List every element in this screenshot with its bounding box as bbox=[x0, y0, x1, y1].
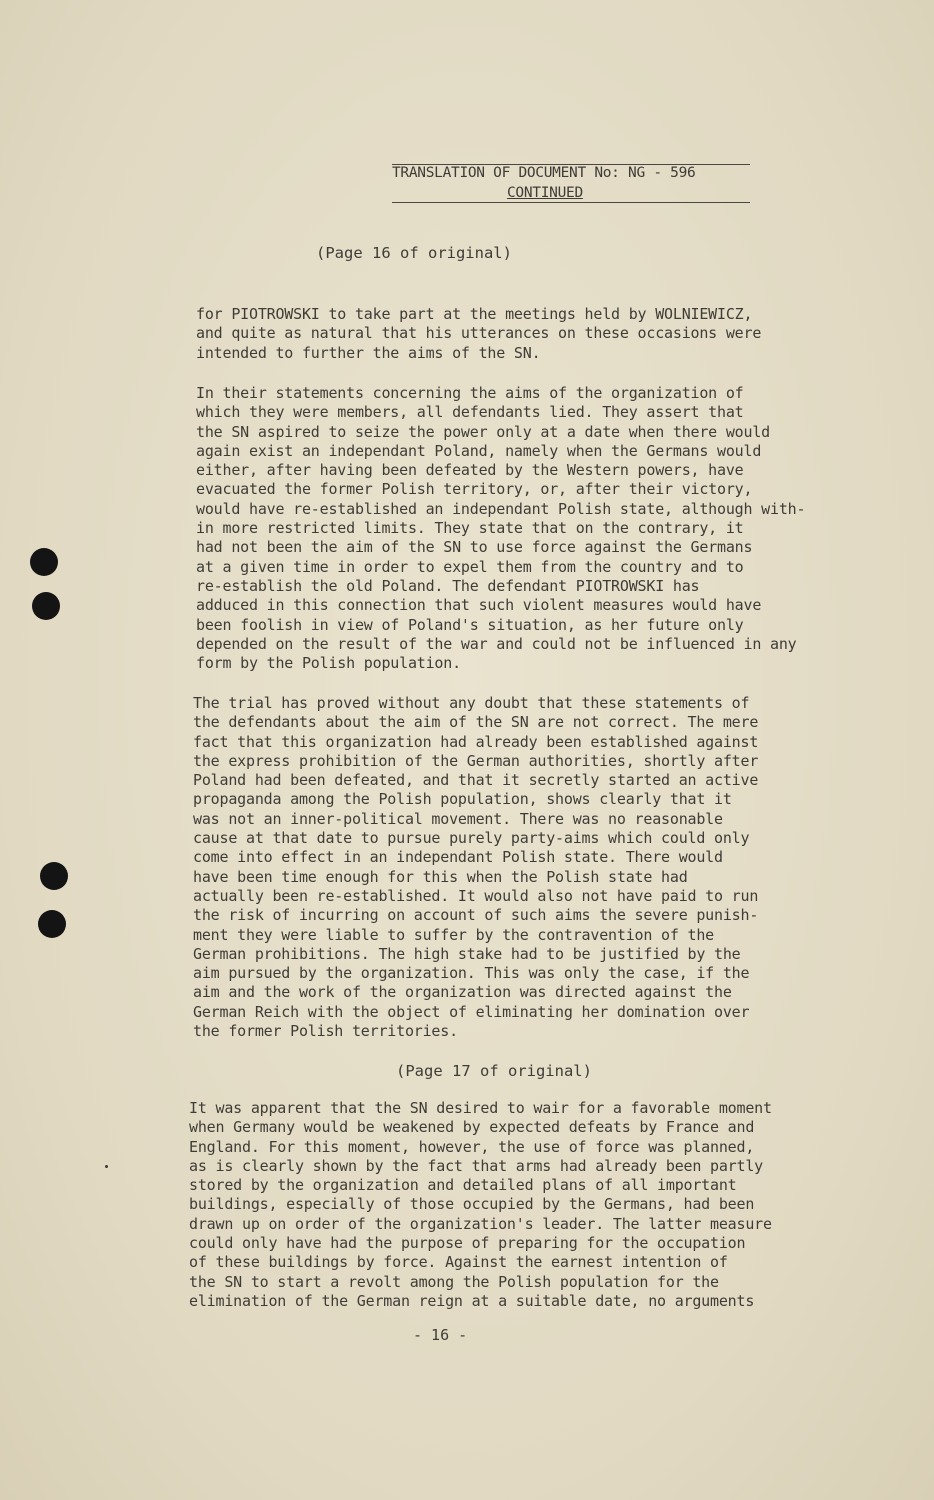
text-line: depended on the result of the war and could not be influenced in any bbox=[196, 634, 797, 653]
text-line: propaganda among the Polish population, shows clearly that it bbox=[193, 790, 732, 809]
text-line: the defendants about the aim of the SN are not correct. The mere bbox=[193, 713, 759, 732]
text-line: aim pursued by the organization. This was only the case, if the bbox=[193, 964, 750, 983]
text-line: ment they were liable to suffer by the contravention of the bbox=[193, 925, 715, 944]
text-line: buildings, especially of those occupied by the Germans, had been bbox=[189, 1195, 755, 1214]
text-line: In their statements concerning the aims of the organization of bbox=[196, 384, 744, 402]
text-line: actually been re-established. It would also not have paid to run bbox=[193, 886, 759, 905]
text-line: It was apparent that the SN desired to wair for a favorable moment bbox=[189, 1099, 772, 1117]
text-line: when Germany would be weakened by expected defeats by France and bbox=[189, 1118, 755, 1137]
text-line: which they were members, all defendants lied. They assert that bbox=[196, 403, 744, 422]
text-line: form by the Polish population. bbox=[196, 654, 461, 673]
text-line: drawn up on order of the organization's leader. The latter measure bbox=[189, 1214, 772, 1233]
paragraph-4 bbox=[189, 1099, 829, 1311]
text-line: re-establish the old Poland. The defendant PIOTROWSKI has bbox=[196, 576, 700, 595]
text-line: was not an inner-political movement. There was no reasonable bbox=[193, 809, 723, 828]
text-line: England. For this moment, however, the use of force was planned, bbox=[189, 1137, 755, 1156]
text-line: evacuated the former Polish territory, or, after their victory, bbox=[196, 480, 753, 499]
text-line: Poland had been defeated, and that it secretly started an active bbox=[193, 771, 759, 790]
text-line: of these buildings by force. Against the earnest intention of bbox=[189, 1253, 728, 1272]
text-line: for PIOTROWSKI to take part at the meetings held by WOLNIEWICZ, bbox=[196, 305, 753, 323]
text-line: cause at that date to pursue purely party-aims which could only bbox=[193, 829, 750, 848]
text-line: the risk of incurring on account of such aims the severe punish- bbox=[193, 906, 759, 925]
paragraph-1 bbox=[196, 305, 836, 363]
text-line: German Reich with the object of eliminating her domination over bbox=[193, 1002, 750, 1021]
text-line: intended to further the aims of the SN. bbox=[196, 343, 541, 362]
text-line: the express prohibition of the German authorities, shortly after bbox=[193, 751, 759, 770]
punch-hole-1 bbox=[30, 548, 58, 576]
text-line: as is clearly shown by the fact that arms had already been partly bbox=[189, 1156, 763, 1175]
punch-hole-3 bbox=[40, 862, 68, 890]
text-line: at a given time in order to expel them from the country and to bbox=[196, 557, 744, 576]
text-line: The trial has proved without any doubt that these statements of bbox=[193, 694, 750, 712]
paragraph-2 bbox=[196, 384, 836, 673]
punch-hole-2 bbox=[32, 592, 60, 620]
text-line: come into effect in an independant Polish state. There would bbox=[193, 848, 723, 867]
text-line: German prohibitions. The high stake had to be justified by the bbox=[193, 944, 741, 963]
text-line: in more restricted limits. They state that on the contrary, it bbox=[196, 519, 744, 538]
text-line: stored by the organization and detailed plans of all important bbox=[189, 1176, 737, 1195]
text-line: aim and the work of the organization was directed against the bbox=[193, 983, 732, 1002]
paragraph-3 bbox=[193, 694, 833, 1041]
text-line: the former Polish territories. bbox=[193, 1022, 458, 1041]
text-line: have been time enough for this when the Polish state had bbox=[193, 867, 688, 886]
text-line: had not been the aim of the SN to use force against the Germans bbox=[196, 538, 753, 557]
text-line: again exist an independant Poland, namely when the Germans would bbox=[196, 441, 762, 460]
page-number: - 16 - bbox=[413, 1326, 468, 1344]
document-title: TRANSLATION OF DOCUMENT No: NG - 596 bbox=[392, 165, 696, 181]
page-marker-17: (Page 17 of original) bbox=[396, 1062, 592, 1080]
text-line: would have re-established an independant Polish state, although with- bbox=[196, 499, 806, 518]
header-bottom-rule bbox=[392, 202, 750, 203]
text-line: could only have had the purpose of preparing for the occupation bbox=[189, 1234, 746, 1253]
text-line: fact that this organization had already been established against bbox=[193, 732, 759, 751]
paper-speck bbox=[105, 1165, 108, 1168]
continued-label: CONTINUED bbox=[507, 185, 583, 201]
text-line: the SN aspired to seize the power only at a date when there would bbox=[196, 422, 770, 441]
text-line: either, after having been defeated by the Western powers, have bbox=[196, 461, 744, 480]
text-line: adduced in this connection that such violent measures would have bbox=[196, 596, 762, 615]
page-marker-16: (Page 16 of original) bbox=[316, 244, 512, 262]
text-line: and quite as natural that his utterances on these occasions were bbox=[196, 324, 762, 343]
punch-hole-4 bbox=[38, 910, 66, 938]
text-line: the SN to start a revolt among the Polish population for the bbox=[189, 1272, 719, 1291]
text-line: elimination of the German reign at a suitable date, no arguments bbox=[189, 1291, 755, 1310]
text-line: been foolish in view of Poland's situation, as her future only bbox=[196, 615, 744, 634]
